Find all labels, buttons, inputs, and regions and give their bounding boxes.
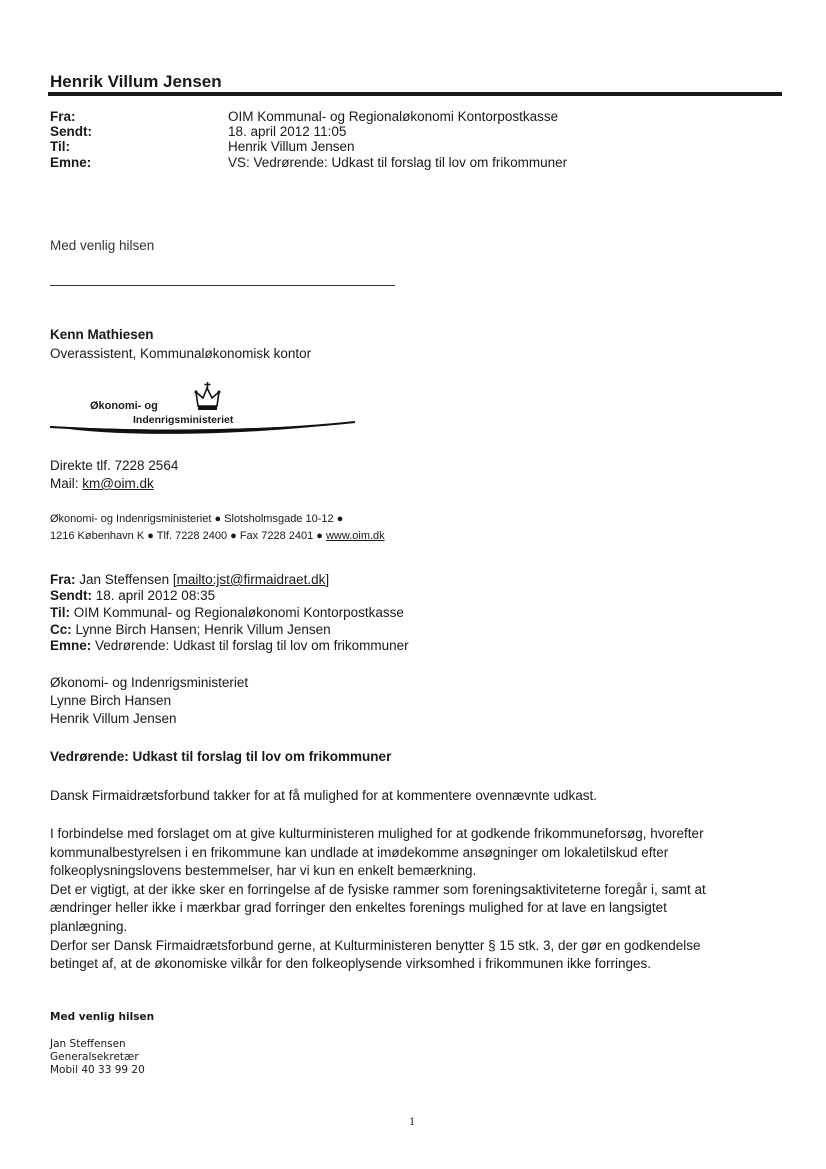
fwd-to-label: Til: (50, 605, 70, 620)
closing-greeting: Med venlig hilsen (50, 1011, 155, 1023)
header-from-value: OIM Kommunal- og Regionaløkonomi Kontorpostkasse (228, 109, 559, 124)
header-to-value: Henrik Villum Jensen (228, 139, 355, 154)
signature-divider (50, 285, 395, 286)
paragraph-line: I forbindelse med forslaget om at give kulturministeren mulighed for at godkende frikommuneforsøg, hvorefter (50, 826, 704, 841)
paragraph-line: Derfor ser Dansk Firmaidrætsforbund gerne, at Kulturministeren benytter § 15 stk. 3, der gør en godkendelse (50, 937, 701, 953)
signature-address-line2 (50, 530, 385, 542)
header-subject-value: VS: Vedrørende: Udkast til forslag til lov om frikommuner (228, 155, 568, 170)
letter-paragraph (50, 825, 780, 974)
signature-title: Overassistent, Kommunaløkonomisk kontor (50, 346, 312, 361)
paragraph-line: kommunalbestyrelsen i en frikommune kan undlade at imødekomme ansøgninger om lokaletilskud efter (50, 844, 669, 860)
sender-line: Mobil 40 33 99 20 (50, 1064, 145, 1076)
signature-address-prefix: 1216 København K ● Tlf. 7228 2400 ● Fax 7228 2401 ● (50, 530, 326, 542)
header-subject-label: Emne: (50, 155, 92, 170)
fwd-to-value: OIM Kommunal- og Regionaløkonomi Kontorpostkasse (70, 605, 404, 620)
letter-intro: Dansk Firmaidrætsforbund takker for at få mulighed for at kommentere ovennævnte udkast. (50, 788, 598, 803)
fwd-sent-value: 18. april 2012 08:35 (92, 588, 216, 603)
page-title: Henrik Villum Jensen (50, 72, 222, 91)
paragraph-line: ændringer heller ikke i mærkbar grad forringer den enkeltes forenings mulighed for at lave en langsigtet (50, 900, 667, 916)
fwd-from-label: Fra: (50, 572, 76, 587)
fwd-cc-value: Lynne Birch Hansen; Henrik Villum Jensen (71, 622, 331, 637)
letter-heading: Vedrørende: Udkast til forslag til lov om frikommuner (50, 749, 392, 764)
header-from-label: Fra: (50, 109, 76, 124)
signature-mail-row (50, 476, 154, 491)
signature-address-line1: Økonomi- og Indenrigsministeriet ● Slotsholmsgade 10-12 ● (50, 513, 344, 525)
signature-mail-label: Mail: (50, 476, 83, 491)
signature-mail-link[interactable]: km@oim.dk (82, 476, 154, 491)
header-sent-value: 18. april 2012 11:05 (228, 124, 347, 139)
ministry-logo (50, 378, 360, 438)
sender-line: Jan Steffensen (50, 1038, 126, 1050)
page-number: 1 (409, 1114, 415, 1128)
paragraph-line: betinget af, at de økonomiske vilkår for den folkeoplysende virksomhed i frikommunen ikke forringes. (50, 956, 652, 972)
fwd-from-row (50, 572, 329, 587)
signature-name: Kenn Mathiesen (50, 327, 154, 342)
paragraph-line: folkeoplysningslovens bestemmelser, har vi kun en enkelt bemærkning. (50, 863, 477, 879)
header-sent-label: Sendt: (50, 124, 92, 139)
paragraph-line: Det er vigtigt, at der ikke sker en forringelse af de fysiske rammer som foreningsaktiviteterne foregår i, samt at (50, 881, 706, 897)
fwd-subject-label: Emne: (50, 638, 92, 653)
recipient-line: Lynne Birch Hansen (50, 693, 172, 708)
fwd-from-value: Jan Steffensen (75, 572, 173, 587)
fwd-cc-label: Cc: (50, 622, 72, 637)
fwd-sent-label: Sendt: (50, 588, 92, 603)
title-rule (48, 92, 782, 96)
logo-text-line1: Økonomi- og (90, 400, 158, 412)
fwd-subject-row (50, 638, 409, 653)
fwd-from-mailto-link[interactable]: [mailto:jst@firmaidraet.dk] (172, 572, 330, 587)
recipient-line: Økonomi- og Indenrigsministeriet (50, 675, 249, 690)
signature-greeting: Med venlig hilsen (50, 238, 155, 253)
sender-line: Generalsekretær (50, 1051, 139, 1063)
recipient-line: Henrik Villum Jensen (50, 711, 177, 726)
fwd-sent-row (50, 588, 215, 603)
signature-phone: Direkte tlf. 7228 2564 (50, 458, 179, 473)
website-link[interactable]: www.oim.dk (325, 530, 385, 542)
fwd-to-row (50, 605, 404, 620)
fwd-subject-value: Vedrørende: Udkast til forslag til lov om frikommuner (91, 638, 409, 653)
sender-block (50, 1038, 145, 1077)
paragraph-line: planlægning. (50, 918, 128, 934)
header-to-label: Til: (50, 139, 70, 154)
fwd-cc-row (50, 622, 331, 637)
logo-text-line2: Indenrigsministeriet (133, 414, 234, 426)
